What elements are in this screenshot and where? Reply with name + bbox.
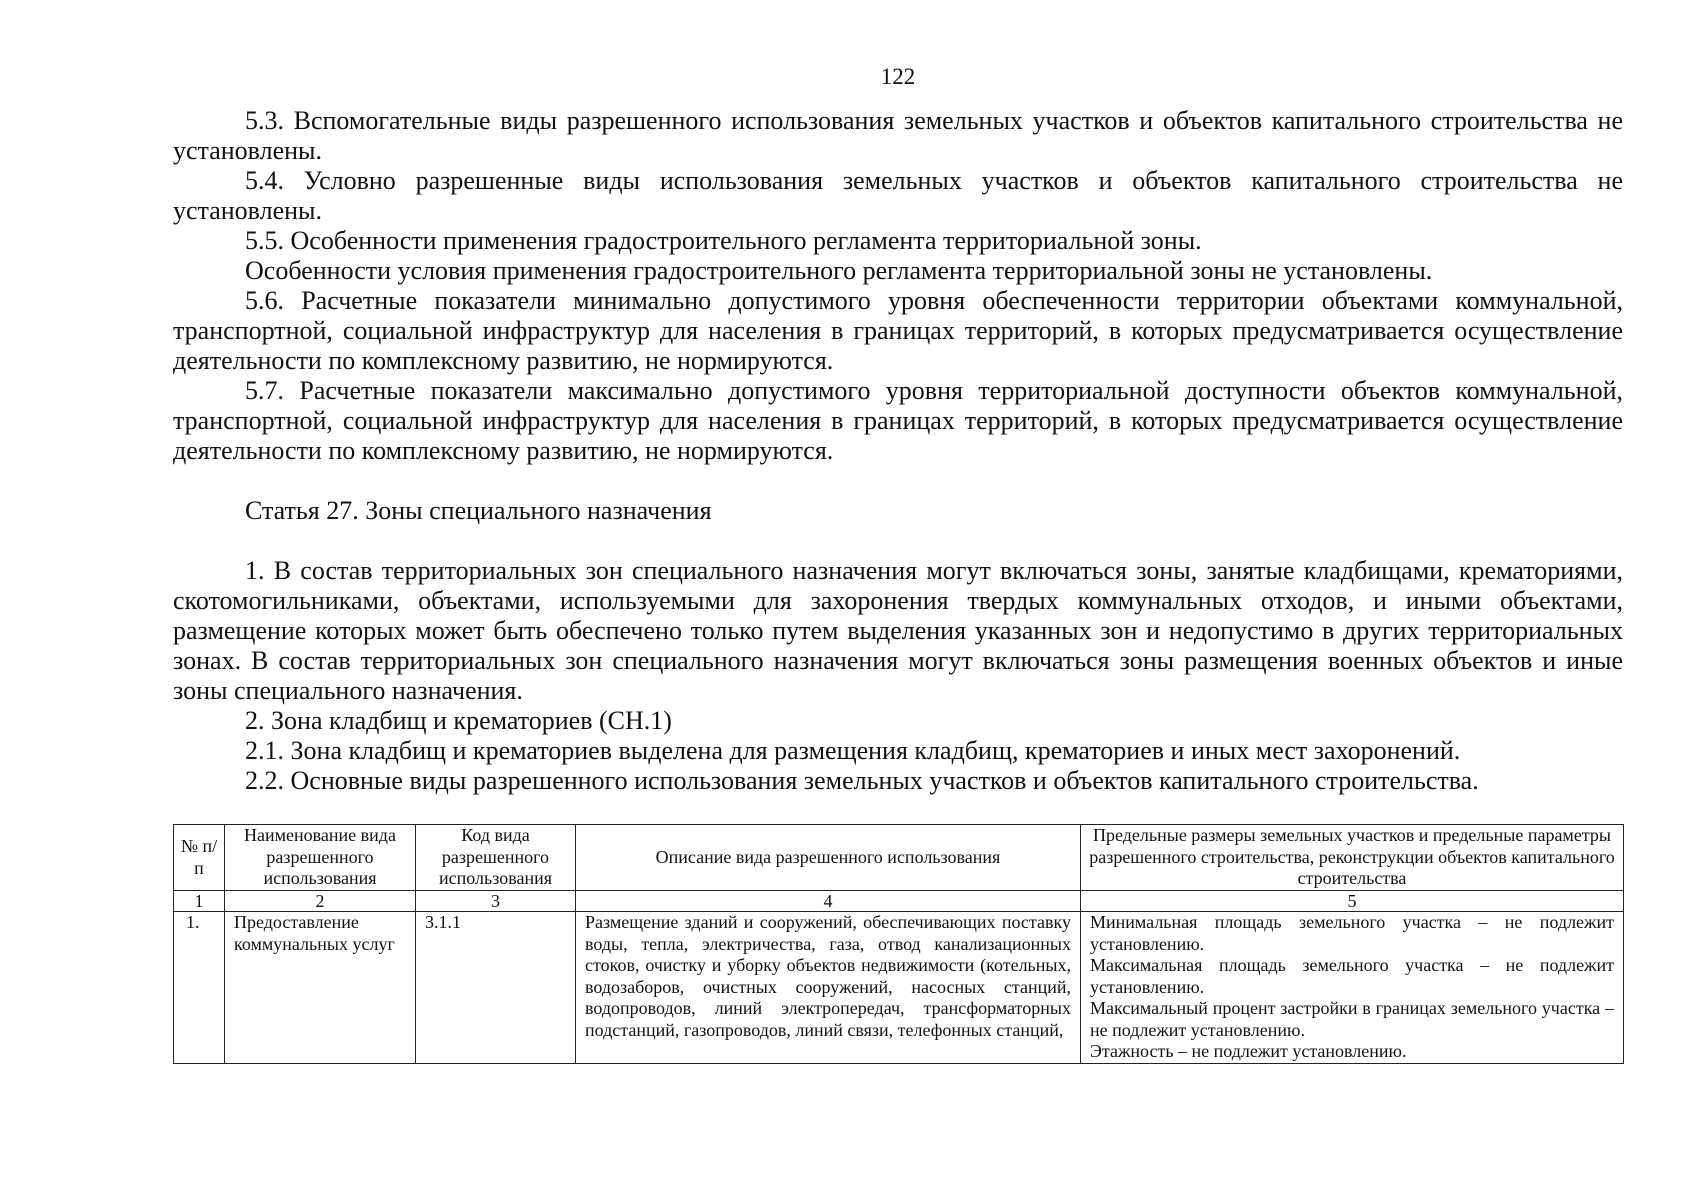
page-number: 122 [880, 64, 916, 89]
paragraph-2-2: 2.2. Основные виды разрешенного использования земельных участков и объектов капитального строительства. [245, 766, 1479, 795]
paragraph-2: 2. Зона кладбищ и крематориев (СН.1) [245, 706, 672, 735]
paragraph-5-3: 5.3. Вспомогательные виды разрешенного использования земельных участков и объектов капитального строительства не установлены. [173, 106, 1623, 165]
paragraph-5-6: 5.6. Расчетные показатели минимально допустимого уровня обеспеченности территории объектами коммунальной, транспортной, социальной инфраструктур для населения в границах территорий, в которых предусматривается осуществление деятельности по комплексному развитию, не нормируются. [173, 286, 1623, 375]
paragraph-5-5: 5.5. Особенности применения градостроительного регламента территориальной зоны. [245, 226, 1202, 255]
paragraph-2-1: 2.1. Зона кладбищ и крематориев выделена для размещения кладбищ, крематориев и иных мест захоронений. [245, 736, 1461, 765]
limit-max-coverage: Максимальный процент застройки в границах земельного участка – не подлежит установлению. [1090, 998, 1614, 1040]
spacer [173, 526, 1623, 556]
table-header-row [174, 825, 1624, 891]
header-number: № п/п [174, 825, 225, 891]
permitted-use-table [173, 824, 1624, 1064]
column-number: 3 [416, 891, 576, 912]
table-row [174, 912, 1624, 1064]
limit-floors: Этажность – не подлежит установлению. [1090, 1041, 1407, 1061]
row-use-code: 3.1.1 [416, 912, 576, 1064]
row-use-description-cell [576, 912, 1081, 1064]
column-number: 1 [174, 891, 225, 912]
header-limits: Предельные размеры земельных участков и предельные параметры разрешенного строительства, реконструкции объектов капитального строительства [1081, 825, 1624, 891]
limit-min-area: Минимальная площадь земельного участка – не подлежит установлению. [1090, 912, 1614, 954]
row-use-name: Предоставление коммунальных услуг [225, 912, 416, 1064]
header-use-description: Описание вида разрешенного использования [576, 825, 1081, 891]
row-number: 1. [174, 912, 225, 1064]
limit-max-area: Максимальная площадь земельного участка – не подлежит установлению. [1090, 955, 1614, 997]
column-number-row [174, 891, 1624, 912]
article-title: Статья 27. Зоны специального назначения [245, 496, 712, 525]
spacer [173, 466, 1623, 496]
column-number: 4 [576, 891, 1081, 912]
paragraph-5-4: 5.4. Условно разрешенные виды использования земельных участков и объектов капитального строительства не установлены. [173, 166, 1623, 225]
column-number: 2 [225, 891, 416, 912]
row-limits-cell [1081, 912, 1624, 1064]
paragraph-5-5-note: Особенности условия применения градостроительного регламента территориальной зоны не установлены. [245, 256, 1433, 285]
header-use-name: Наименование вида разрешенного использования [225, 825, 416, 891]
row-use-description: Размещение зданий и сооружений, обеспечивающих поставку воды, тепла, электричества, газа, отвод канализационных стоков, очистку и уборку объектов недвижимости (котельных, водозаборов, очистных сооружений, насосных станций, водопроводов, линий электропередач, трансформаторных подстанций, газопроводов, линий связи, телефонных станций, [585, 912, 1071, 1040]
paragraph-5-7: 5.7. Расчетные показатели максимально допустимого уровня территориальной доступности объектов коммунальной, транспортной, социальной инфраструктур для населения в границах территорий, в которых предусматривается осуществление деятельности по комплексному развитию, не нормируются. [173, 376, 1623, 465]
paragraph-1: 1. В состав территориальных зон специального назначения могут включаться зоны, занятые кладбищами, крематориями, скотомогильниками, объектами, используемыми для захоронения твердых коммунальных отходов, и иными объектами, размещение которых может быть обеспечено только путем выделения указанных зон и недопустимо в других территориальных зонах. В состав территориальных зон специального назначения могут включаться зоны размещения военных объектов и иные зоны специального назначения. [173, 556, 1623, 705]
column-number: 5 [1081, 891, 1624, 912]
document-page [173, 62, 1623, 1064]
header-use-code: Код вида разрешенного использования [416, 825, 576, 891]
